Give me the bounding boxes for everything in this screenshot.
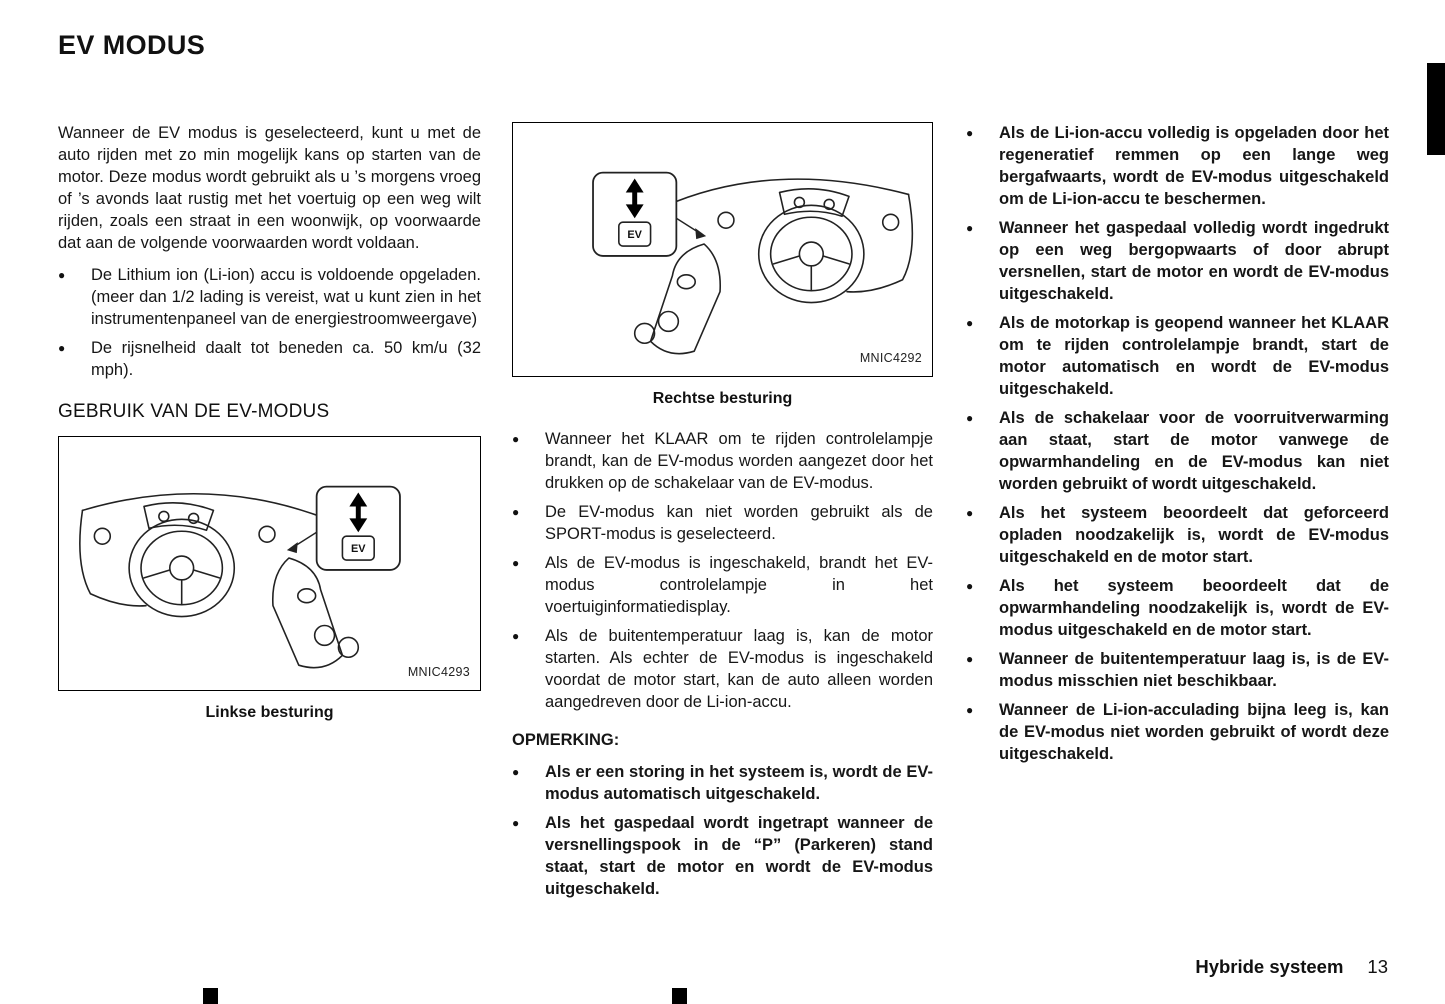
list-item <box>512 812 933 900</box>
bullet-icon: ● <box>966 126 974 140</box>
bullet-icon: ● <box>966 579 974 593</box>
list-item-text: Wanneer het gaspedaal volledig wordt ingedrukt op een weg bergopwaarts of door abrupt versnellen, start de motor en wordt de EV-modus uitgeschakeld. <box>999 219 1389 303</box>
list-item-text: Als de Li-ion-accu volledig is opgeladen door het regeneratief remmen op een lange weg bergafwaarts, wordt de EV-modus uitgeschakeld om de Li-ion-accu te beschermen. <box>999 124 1389 208</box>
figure-frame <box>58 436 481 691</box>
list-item <box>966 122 1389 210</box>
list-item <box>966 502 1389 568</box>
page-footer <box>1195 956 1388 978</box>
list-item <box>512 552 933 618</box>
ev-switch-label: EV <box>351 543 366 556</box>
dashboard-illustration-right-drive <box>513 123 932 376</box>
column-left <box>58 122 481 742</box>
note-heading: OPMERKING: <box>512 731 620 749</box>
figure-left-hand-drive <box>58 436 481 724</box>
bullet-icon: ● <box>512 816 520 830</box>
bullet-icon: ● <box>58 268 66 282</box>
dashboard-illustration-left-drive <box>59 437 480 690</box>
list-item-text: Als het systeem beoordeelt dat geforceerd opladen noodzakelijk is, wordt de EV-modus uitgeschakeld en de motor start. <box>999 504 1389 566</box>
bullet-icon: ● <box>966 652 974 666</box>
figure-right-hand-drive <box>512 122 933 410</box>
list-item <box>966 407 1389 495</box>
list-item <box>512 428 933 494</box>
page-title: EV MODUS <box>58 30 206 60</box>
column-middle <box>512 122 933 900</box>
bullet-icon: ● <box>966 703 974 717</box>
bullet-icon: ● <box>966 506 974 520</box>
bullet-icon: ● <box>966 221 974 235</box>
list-item-text: Als de motorkap is geopend wanneer het KLAAR om te rijden controlelampje brandt, start de motor automatisch en wordt de EV-modus uitgeschakeld. <box>999 314 1389 398</box>
bullet-icon: ● <box>966 316 974 330</box>
bullet-icon: ● <box>512 765 520 779</box>
print-mark <box>203 988 218 1004</box>
bullet-icon: ● <box>966 411 974 425</box>
note-list <box>512 761 933 900</box>
list-item <box>58 264 481 330</box>
figure-frame <box>512 122 933 377</box>
list-item <box>966 312 1389 400</box>
list-item-text: Als het systeem beoordeelt dat de opwarmhandeling noodzakelijk is, wordt de EV-modus uitgeschakeld en de motor start. <box>999 577 1389 639</box>
footer-page-number: 13 <box>1367 956 1388 977</box>
list-item <box>512 501 933 545</box>
bullet-icon: ● <box>58 341 66 355</box>
list-item <box>966 648 1389 692</box>
ev-switch-callout <box>287 487 400 570</box>
bullet-icon: ● <box>512 629 520 643</box>
figure-caption: Rechtse besturing <box>652 390 793 407</box>
column-right <box>966 122 1389 765</box>
list-item <box>966 575 1389 641</box>
list-item <box>966 217 1389 305</box>
list-item <box>512 625 933 713</box>
list-item-text: De EV-modus kan niet worden gebruikt als de SPORT-modus is geselecteerd. <box>545 503 933 543</box>
section-tab-marker <box>1427 63 1445 155</box>
list-item-text: Wanneer het KLAAR om te rijden controlelampje brandt, kan de EV-modus worden aangezet door het drukken op de schakelaar van de EV-modus. <box>545 430 933 492</box>
bullet-icon: ● <box>512 505 520 519</box>
bullet-icon: ● <box>512 432 520 446</box>
figure-code: MNIC4293 <box>407 665 470 679</box>
bullet-icon: ● <box>512 556 520 570</box>
list-item <box>58 337 481 381</box>
list-item <box>512 761 933 805</box>
condition-list <box>58 264 481 381</box>
list-item-text: Als het gaspedaal wordt ingetrapt wanneer de versnellingspook in de “P” (Parkeren) stand staat, start de motor en wordt de EV-modus uitgeschakeld. <box>545 814 933 898</box>
ev-switch-callout <box>593 173 706 256</box>
ev-usage-list <box>512 428 933 713</box>
footer-section-label: Hybride systeem <box>1195 956 1344 977</box>
list-item-text: Wanneer de buitentemperatuur laag is, is de EV-modus misschien niet beschikbaar. <box>999 650 1389 690</box>
section-heading: GEBRUIK VAN DE EV-MODUS <box>58 401 330 422</box>
ev-switch-label: EV <box>627 229 642 242</box>
print-mark <box>672 988 687 1004</box>
list-item-text: Als de schakelaar voor de voorruitverwarming aan staat, start de motor vanwege de opwarmhandeling en de EV-modus kan niet worden gebruikt of wordt uitgeschakeld. <box>999 409 1389 493</box>
list-item-text: De rijsnelheid daalt tot beneden ca. 50 km/u (32 mph). <box>91 339 481 379</box>
conditions-list-bold <box>966 122 1389 765</box>
list-item-text: Als de buitentemperatuur laag is, kan de motor starten. Als echter de EV-modus is ingeschakeld voordat de motor start, kan de auto alleen worden aangedreven door de Li-ion-accu. <box>545 627 933 711</box>
intro-paragraph: Wanneer de EV modus is geselecteerd, kunt u met de auto rijden met zo min mogelijk kans op starten van de motor. Deze modus wordt gebruikt als u ’s morgens vroeg of ’s avonds laat rustig met het voertuig op een weg wilt rijden, zoals een straat in een woonwijk, op voorwaarde dat aan de volgende voorwaarden wordt voldaan. <box>58 124 481 252</box>
list-item-text: Wanneer de Li-ion-acculading bijna leeg is, kan de EV-modus niet worden gebruikt of wordt deze uitgeschakeld. <box>999 701 1389 763</box>
list-item <box>966 699 1389 765</box>
list-item-text: Als er een storing in het systeem is, wordt de EV-modus automatisch uitgeschakeld. <box>545 763 933 803</box>
list-item-text: De Lithium ion (Li-ion) accu is voldoende opgeladen. (meer dan 1/2 lading is vereist, wat u kunt zien in het instrumentenpaneel van de energiestroomweergave) <box>91 266 481 328</box>
figure-caption: Linkse besturing <box>205 704 334 721</box>
list-item-text: Als de EV-modus is ingeschakeld, brandt het EV-modus controlelampje in het voertuiginformatiedisplay. <box>545 554 933 616</box>
figure-code: MNIC4292 <box>859 351 922 365</box>
